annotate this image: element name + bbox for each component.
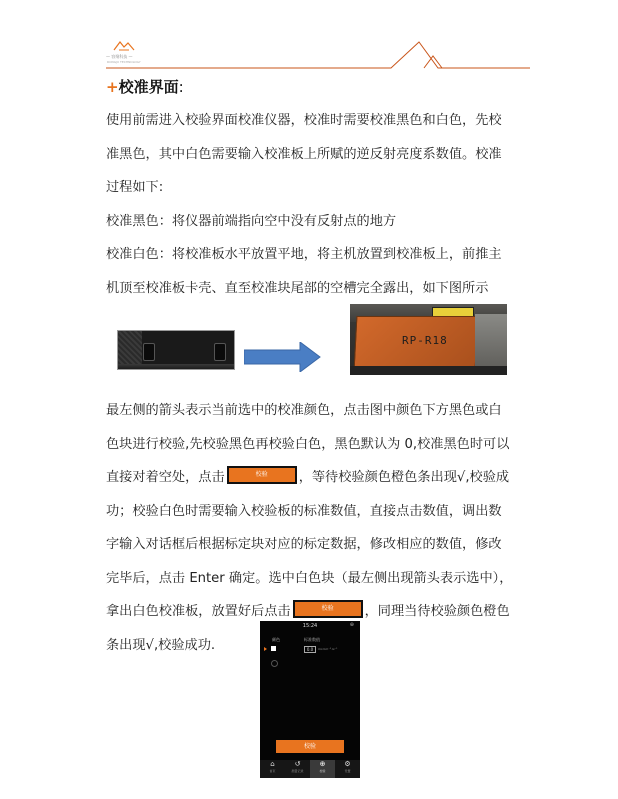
body-line: 功；校验白色时需要输入校验板的标准数值，直接点击数值，调出数 — [106, 503, 502, 519]
history-icon: ↺ — [294, 760, 301, 768]
plus-marker: + — [106, 78, 119, 96]
color-column-header: 颜色 — [272, 637, 280, 642]
section-title — [106, 76, 184, 97]
body-line: 色块进行校验,先校验黑色再校验白色，黑色默认为 0,校准黑色时可以 — [106, 436, 510, 452]
black-swatch[interactable] — [271, 646, 276, 651]
status-icon: ⊕ — [349, 622, 354, 628]
intro-paragraph — [106, 104, 536, 305]
settings-icon: ⚙ — [344, 760, 351, 768]
header-decoration-line — [106, 36, 536, 72]
body-text: ，等待校验颜色橙色条出现√,校验成 — [298, 470, 510, 485]
phone-screenshot — [260, 621, 360, 778]
section-title-text: 校准界面 — [118, 78, 179, 96]
nav-settings[interactable] — [335, 760, 360, 778]
nav-label: 校验 — [319, 769, 326, 773]
value-input[interactable]: 0.0 — [304, 646, 316, 653]
unit-label: mcd·m⁻²·lx⁻¹ — [318, 647, 338, 651]
nav-history[interactable] — [285, 760, 310, 778]
calibrate-button-image — [227, 466, 297, 484]
logo-sub-text: RONGJU TECHNOLOGY — [107, 60, 141, 64]
value-column-header: 标准数值 — [304, 637, 320, 642]
nav-label: 设置 — [344, 769, 351, 773]
calibrate-icon: ⊕ — [319, 760, 326, 768]
body-text: 直接对着空处，点击 — [106, 470, 225, 485]
intro-line: 过程如下: — [106, 180, 164, 195]
status-time: 15:24 — [302, 623, 318, 629]
logo-brand-text: — 容聚科技 — — [106, 54, 133, 59]
body-text: ，同理当待校验颜色橙色 — [364, 604, 510, 619]
body-line: 条出现√,校验成功. — [106, 637, 216, 653]
body-line — [106, 461, 536, 495]
intro-line: 使用前需进入校验界面校准仪器，校准时需要校准黑色和白色，先校 — [106, 113, 502, 128]
white-swatch[interactable] — [271, 660, 278, 667]
body-line: 最左侧的箭头表示当前选中的校准颜色，点击图中颜色下方黑色或白 — [106, 403, 502, 418]
bottom-nav — [260, 760, 360, 778]
device-photo — [350, 304, 507, 375]
intro-line: 准黑色，其中白色需要输入校准板上所赋的逆反射亮度系数值。校准 — [106, 146, 502, 162]
calibrate-button-image — [293, 600, 363, 618]
intro-line: 校准黑色：将仪器前端指向空中没有反射点的地方 — [106, 213, 397, 229]
calibrate-button-label: 校验 — [255, 471, 268, 478]
nav-label: 测量记录 — [291, 769, 304, 773]
body-line: 字输入对话框后根据标定块对应的标定数据，修改相应的数值，修改 — [106, 537, 502, 552]
nav-label: 首页 — [269, 769, 276, 773]
calibrate-button[interactable]: 校验 — [276, 740, 344, 753]
selection-arrow-icon — [264, 647, 267, 651]
section-title-colon: : — [178, 78, 184, 96]
calibrate-button-label: 校验 — [321, 605, 334, 612]
calibration-board-photo — [117, 330, 235, 370]
nav-calibrate[interactable] — [310, 760, 335, 778]
device-model-label: RP-R18 — [402, 334, 448, 347]
intro-line: 机顶至校准板卡壳、直至校准块尾部的空槽完全露出，如下图所示 — [106, 280, 489, 296]
right-arrow-icon — [244, 342, 322, 372]
body-line: 完毕后，点击 Enter 确定。选中白色块（最左侧出现箭头表示选中）， — [106, 570, 513, 586]
nav-home[interactable] — [260, 760, 285, 778]
home-icon: ⌂ — [270, 760, 275, 768]
intro-line: 校准白色：将校准板水平放置平地，将主机放置到校准板上，前推主 — [106, 247, 502, 262]
body-text: 拿出白色校准板，放置好后点击 — [106, 604, 291, 619]
